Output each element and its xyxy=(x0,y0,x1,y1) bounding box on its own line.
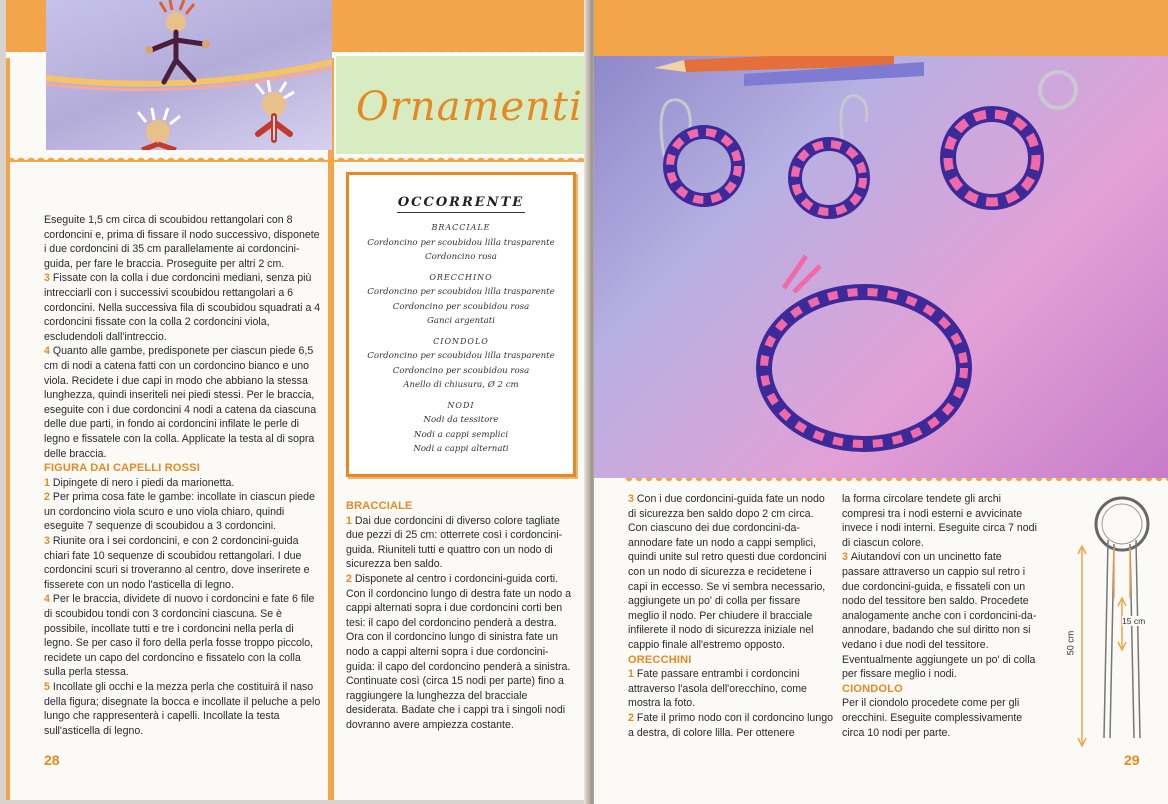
section-heading: CIONDOLO xyxy=(842,682,903,695)
puppet-photo xyxy=(46,0,332,150)
left-border xyxy=(6,58,10,800)
instructions-column-2 xyxy=(346,499,576,733)
step-paragraph: 2 Per prima cosa fate le gambe: incollate in ciascun piede un cordoncino viola scuro e uno viola chiaro, quindi eseguite 7 sequenze di scoubidou a 3 cordoncini. xyxy=(44,491,315,533)
page-number-left: 28 xyxy=(44,752,60,768)
step-paragraph: 5 Incollate gli occhi e la mezza perla che costituirà il naso della figura; disegnate la bocca e incollate il peluche a pelo lungo che rappresenterà i capelli. Incollate la testa sull'asticella di legno. xyxy=(44,681,321,737)
instructions-column-4 xyxy=(842,492,1042,740)
pendant-diagram xyxy=(1064,488,1164,758)
materials-section: BRACCIALE Cordoncino per scoubidou lilla trasparente Cordoncino rosa xyxy=(367,223,555,262)
puppet-illustration xyxy=(46,0,332,150)
step-paragraph: 4 Per le braccia, dividete di nuovo i cordoncini e fate 6 file di scoubidou tondi con 3 cordoncini ciascuna. Se è possibile, incollate tutti e tre i cordoncini nella perla di legno. Se per caso il foro della perla fosse troppo piccolo, recidete un capo del cordoncino e fissatelo con la colla sulla perla stessa. xyxy=(44,593,315,679)
materials-section: ORECCHINO Cordoncino per scoubidou lilla trasparente Cordoncino per scoubidou rosa Ganci argentati xyxy=(367,272,555,326)
diagram-label-total: 50 cm xyxy=(1065,630,1076,656)
left-page xyxy=(6,0,590,800)
diagram-label-inner: 15 cm xyxy=(1122,616,1146,626)
step-paragraph: 2 Disponete al centro i cordoncini-guida corti. Con il cordoncino lungo di destra fate un nodo a cappi alternati sopra i due cordoncini corti ben tesi: il capo del cordoncino penderà a destra. Ora con il cordoncino lungo di sinistra fate un nodo a cappi alterni sopra i due cordoncini-guida: il capo del cordoncino penderà a sinistra. Continuate così (circa 15 nodi per parte) fino a raggiungere la lunghezza del bracciale desiderata. Badate che i cappi tra i singoli nodi dovranno avere ampiezza costante. xyxy=(346,572,571,731)
header-band xyxy=(594,0,1168,56)
materials-title: OCCORRENTE xyxy=(397,195,525,213)
step-paragraph: 4 Quanto alle gambe, predisponete per ciascun piede 6,5 cm di nodi a catena fatti con un cordoncino bianco e uno viola. Recidete i due capi in modo che abbiano la stessa lunghezza, quindi inseriteli nei piedi stessi. Per le braccia, eseguite con i due cordoncini 4 nodi a catena da ciascuna delle due parti, in fondo ai cordoncini infilate le perle di legno e fissatele con la colla. Applicate la testa al di sopra delle braccia. xyxy=(44,345,317,460)
decorative-band xyxy=(6,150,584,162)
intro-paragraph: Eseguite 1,5 cm circa di scoubidou rettangolari con 8 cordoncini e, prima di fissare il nodo successivo, disponete i due cordoncini di 35 cm parallelamente ai cordoncini-guida, per fare le braccia. Proseguite per altri 2 cm. xyxy=(44,214,320,270)
jewelry-illustration xyxy=(594,56,1168,478)
section-heading: BRACCIALE xyxy=(346,500,413,512)
step-paragraph: 2 Fate il primo nodo con il cordoncino lungo a destra, di colore lilla. Per ottenere xyxy=(628,711,834,739)
instructions-column-1 xyxy=(44,213,324,738)
step-paragraph: 1 Dipingete di nero i piedi da marionetta. xyxy=(44,476,235,489)
section-heading: FIGURA DAI CAPELLI ROSSI xyxy=(44,462,200,475)
step-paragraph: 1 Fate passare entrambi i cordoncini attraverso l'asola dell'orecchino, come mostra la foto. xyxy=(628,668,807,710)
instructions-column-3 xyxy=(628,492,833,740)
decorative-band xyxy=(624,478,1168,486)
materials-box xyxy=(346,172,576,477)
materials-section: NODI Nodi da tessitore Nodi a cappi semplici Nodi a cappi alternati xyxy=(413,400,509,454)
step-paragraph: 3 Con i due cordoncini-guida fate un nodo di sicurezza ben saldo dopo 2 cm circa. Con ciascuno dei due cordoncini-da-annodare fate un nodo a cappi semplici, quindi unite sul retro questi due cordoncini con un nodo di sicurezza e recidetene i capi in eccesso. Se vi sembra necessario, aggiungete un po' di colla per fissare meglio il nodo. Per chiudere il bracciale infilerete il nodo di sicurezza iniziale nel cappio finale all'estremo opposto. xyxy=(628,493,827,651)
step-paragraph: 3 Fissate con la colla i due cordoncini mediani, senza più intrecciarli con i successivi scoubidou rettangolari a 6 cordoncini. Nella successiva fila di scoubidou squadrati a 4 cordoncini fissate con la colla 2 cordoncini viola, escludendoli dall'intreccio. xyxy=(44,272,321,343)
step-paragraph: 3 Riunite ora i sei cordoncini, e con 2 cordoncini-guida chiari fate 10 sequenze di scoubidou rettangolari. I due cordoncini scuri si troveranno al centro, dove inserirete e fisserete con un nodo l'asticella di legno. xyxy=(44,535,310,591)
jewelry-photo xyxy=(594,56,1168,478)
step-paragraph: 1 Dai due cordoncini di diverso colore tagliate due pezzi di 25 cm: otterrete così i cordoncini-guida. Riuniteli tutti e quattro con un nodo di sicurezza ben saldo. xyxy=(346,514,563,571)
step-paragraph: 3 Aiutandovi con un uncinetto fate passare attraverso un cappio sul retro i due cordoncini-guida, e fissateli con un nodo del tessitore ben saldo. Procedete analogamente anche con i cordoncini-da-annodare, badando che sul diritto non si vedano i due nodi del tessitore. Eventualmente aggiungete un po' di colla per fissare meglio i nodi. xyxy=(842,551,1037,681)
page-title: Ornamenti xyxy=(356,84,583,130)
intro-paragraph: la forma circolare tendete gli archi compresi tra i nodi esterni e avvicinate invece i nodi interni. Eseguite circa 7 nodi di ciascun colore. xyxy=(842,493,1037,549)
column-divider xyxy=(328,58,334,800)
right-page xyxy=(594,0,1168,804)
page-number-right: 29 xyxy=(1124,752,1140,768)
section-heading: ORECCHINI xyxy=(628,653,692,666)
materials-section: CIONDOLO Cordoncino per scoubidou lilla trasparente Cordoncino per scoubidou rosa Anello di chiusura, Ø 2 cm xyxy=(367,336,555,390)
ciondolo-paragraph: Per il ciondolo procedete come per gli orecchini. Eseguite complessivamente circa 10 nodi per parte. xyxy=(842,697,1023,739)
